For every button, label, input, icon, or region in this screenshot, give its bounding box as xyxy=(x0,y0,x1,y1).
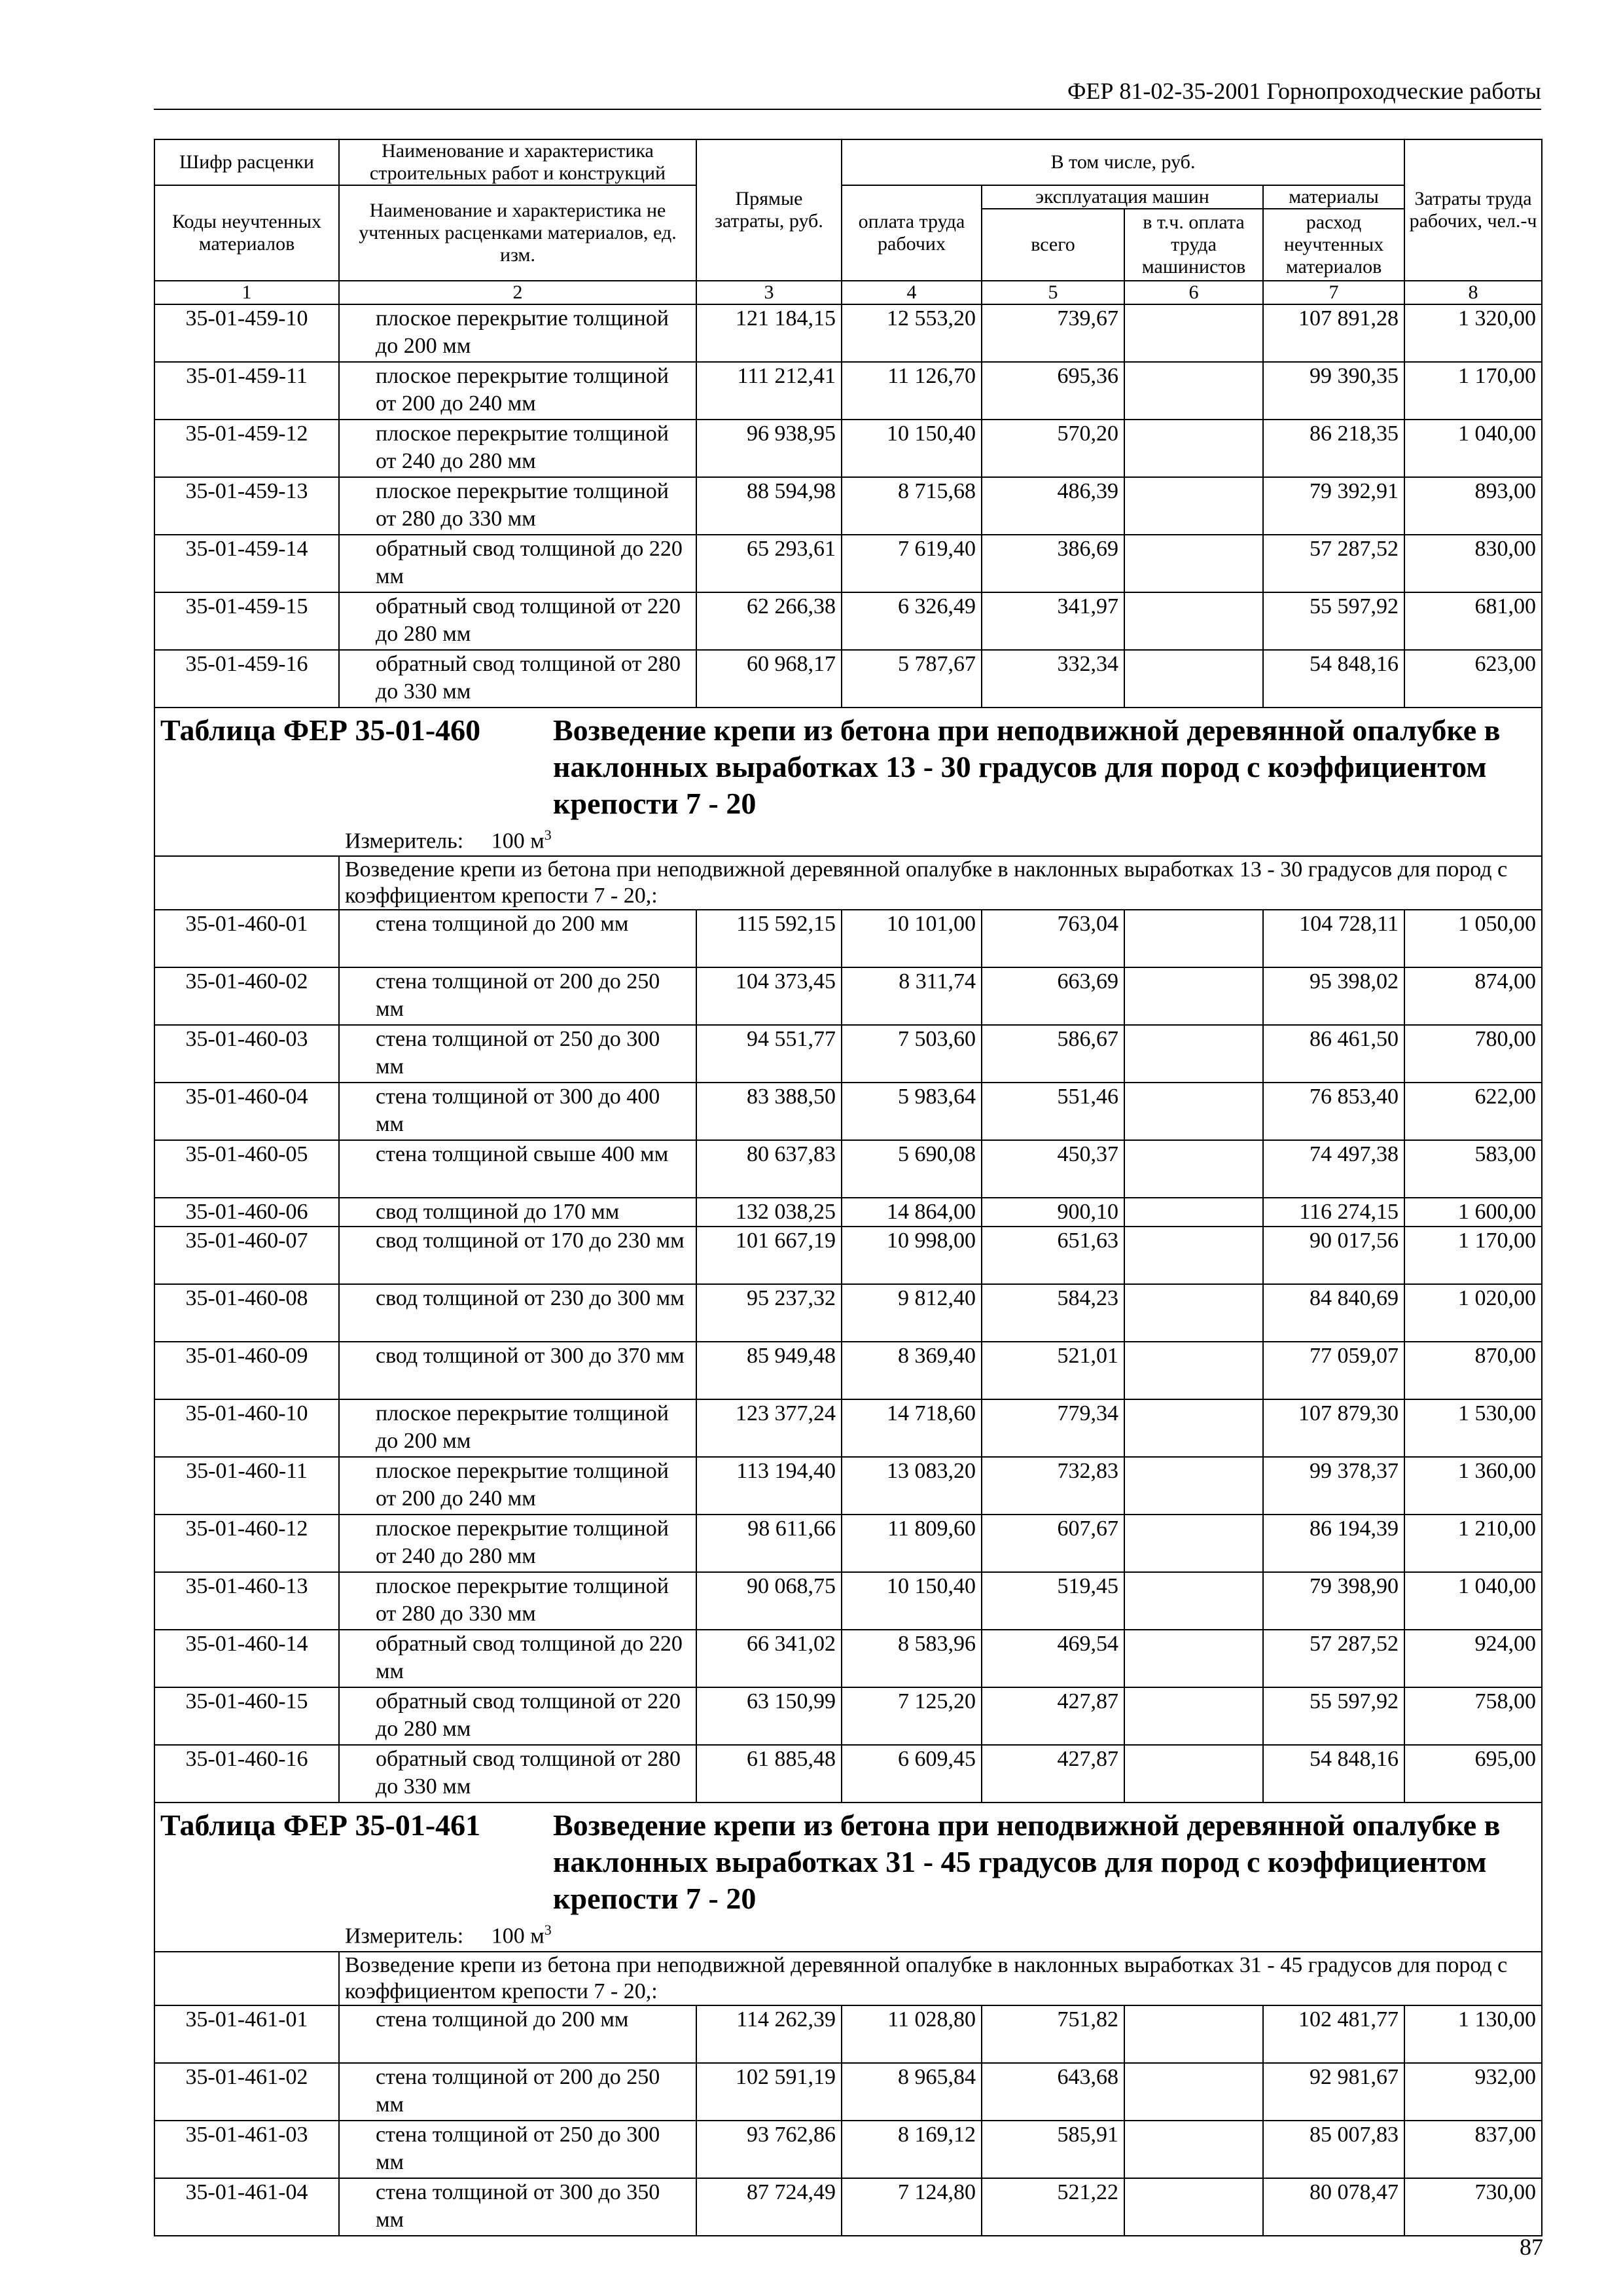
work-name-cell: стена толщиной от 200 до 250 мм xyxy=(339,2063,696,2121)
machinist-wages-cell xyxy=(1124,650,1263,708)
machinist-wages-cell xyxy=(1124,1630,1263,1687)
direct-cost-cell: 90 068,75 xyxy=(696,1572,842,1630)
col-number: 3 xyxy=(696,281,842,304)
rate-code-cell: 35-01-460-04 xyxy=(154,1083,339,1140)
labor-cost-cell: 780,00 xyxy=(1404,1025,1542,1083)
machinist-wages-cell xyxy=(1124,1572,1263,1630)
table-title-cell xyxy=(154,1803,1542,1917)
col-number: 6 xyxy=(1124,281,1263,304)
work-name-cell: стена толщиной от 300 до 350 мм xyxy=(339,2178,696,2236)
table-row xyxy=(154,1227,1542,1284)
measure-exponent: 3 xyxy=(544,1922,552,1939)
machinist-wages-cell xyxy=(1124,2005,1263,2063)
rate-code-cell: 35-01-459-10 xyxy=(154,304,339,362)
rate-code-cell: 35-01-461-03 xyxy=(154,2121,339,2178)
table-row xyxy=(154,2005,1542,2063)
machinist-wages-cell xyxy=(1124,2063,1263,2121)
machinist-wages-cell xyxy=(1124,1342,1263,1399)
materials-cost-cell: 57 287,52 xyxy=(1263,535,1404,592)
wages-cost-cell: 10 998,00 xyxy=(842,1227,982,1284)
materials-cost-cell: 77 059,07 xyxy=(1263,1342,1404,1399)
materials-cost-cell: 79 392,91 xyxy=(1263,477,1404,535)
rate-code-cell: 35-01-459-13 xyxy=(154,477,339,535)
machines-cost-cell: 651,63 xyxy=(982,1227,1124,1284)
machinist-wages-cell xyxy=(1124,1227,1263,1284)
machinist-wages-cell xyxy=(1124,592,1263,650)
work-name-cell: свод толщиной от 230 до 300 мм xyxy=(339,1284,696,1342)
materials-cost-cell: 86 461,50 xyxy=(1263,1025,1404,1083)
machinist-wages-cell xyxy=(1124,2178,1263,2236)
work-name-cell: стена толщиной от 300 до 400 мм xyxy=(339,1083,696,1140)
wages-cost-cell: 10 150,40 xyxy=(842,420,982,477)
machines-cost-cell: 663,69 xyxy=(982,967,1124,1025)
wages-cost-cell: 8 583,96 xyxy=(842,1630,982,1687)
table-title-cell xyxy=(154,708,1542,822)
wages-cost-cell: 11 126,70 xyxy=(842,362,982,420)
direct-cost-cell: 123 377,24 xyxy=(696,1399,842,1457)
materials-cost-cell: 85 007,83 xyxy=(1263,2121,1404,2178)
work-name-cell: плоское перекрытие толщиной до 200 мм xyxy=(339,1399,696,1457)
table-row xyxy=(154,477,1542,535)
labor-cost-cell: 1 530,00 xyxy=(1404,1399,1542,1457)
rate-code-cell: 35-01-460-07 xyxy=(154,1227,339,1284)
measure-label: Измеритель: xyxy=(345,1924,464,1948)
table-row xyxy=(154,910,1542,967)
work-name-cell: плоское перекрытие толщиной от 240 до 280 мм xyxy=(339,1515,696,1572)
work-name-cell: обратный свод толщиной от 280 до 330 мм xyxy=(339,650,696,708)
machines-cost-cell: 332,34 xyxy=(982,650,1124,708)
labor-cost-cell: 924,00 xyxy=(1404,1630,1542,1687)
direct-cost-cell: 104 373,45 xyxy=(696,967,842,1025)
col-number: 8 xyxy=(1404,281,1542,304)
materials-cost-cell: 54 848,16 xyxy=(1263,650,1404,708)
direct-cost-cell: 65 293,61 xyxy=(696,535,842,592)
col-number: 7 xyxy=(1263,281,1404,304)
rate-code-cell: 35-01-460-05 xyxy=(154,1140,339,1198)
labor-cost-cell: 695,00 xyxy=(1404,1745,1542,1803)
labor-cost-cell: 622,00 xyxy=(1404,1083,1542,1140)
wages-cost-cell: 7 124,80 xyxy=(842,2178,982,2236)
wages-cost-cell: 11 809,60 xyxy=(842,1515,982,1572)
materials-cost-cell: 86 194,39 xyxy=(1263,1515,1404,1572)
materials-cost-cell: 84 840,69 xyxy=(1263,1284,1404,1342)
machines-cost-cell: 427,87 xyxy=(982,1687,1124,1745)
machinist-wages-cell xyxy=(1124,362,1263,420)
table-code: Таблица ФЕР 35-01-460 xyxy=(160,713,481,747)
machines-cost-cell: 521,22 xyxy=(982,2178,1124,2236)
materials-cost-cell: 107 879,30 xyxy=(1263,1399,1404,1457)
rate-code-cell: 35-01-461-02 xyxy=(154,2063,339,2121)
section-text: Возведение крепи из бетона при неподвижной деревянной опалубке в наклонных выработках 13 - 30 градусов для пород с коэффициентом крепости 7 - 20,: xyxy=(339,856,1542,910)
table-row xyxy=(154,1342,1542,1399)
measure-exponent: 3 xyxy=(544,827,552,843)
labor-cost-cell: 837,00 xyxy=(1404,2121,1542,2178)
col-labor-header: Затраты труда рабочих, чел.-ч xyxy=(1404,139,1542,281)
wages-cost-cell: 14 864,00 xyxy=(842,1198,982,1227)
wages-cost-cell: 7 619,40 xyxy=(842,535,982,592)
labor-cost-cell: 1 360,00 xyxy=(1404,1457,1542,1515)
rate-code-cell: 35-01-459-15 xyxy=(154,592,339,650)
rate-code-cell: 35-01-460-01 xyxy=(154,910,339,967)
table-title xyxy=(160,1807,1536,1917)
direct-cost-cell: 93 762,86 xyxy=(696,2121,842,2178)
machines-cost-cell: 732,83 xyxy=(982,1457,1124,1515)
rate-code-cell: 35-01-461-01 xyxy=(154,2005,339,2063)
direct-cost-cell: 96 938,95 xyxy=(696,420,842,477)
wages-cost-cell: 7 503,60 xyxy=(842,1025,982,1083)
page-header xyxy=(154,72,1541,110)
labor-cost-cell: 623,00 xyxy=(1404,650,1542,708)
rate-code-cell: 35-01-460-03 xyxy=(154,1025,339,1083)
col-mach-wages-header: в т.ч. оплата труда машинистов xyxy=(1124,209,1263,281)
table-title-row xyxy=(154,708,1542,822)
labor-cost-cell: 1 130,00 xyxy=(1404,2005,1542,2063)
materials-cost-cell: 104 728,11 xyxy=(1263,910,1404,967)
col-number: 5 xyxy=(982,281,1124,304)
labor-cost-cell: 1 050,00 xyxy=(1404,910,1542,967)
table-name: Возведение крепи из бетона при неподвижной деревянной опалубке в наклонных выработках 13 - 30 градусов для пород с коэффициентом крепости 7 - 20 xyxy=(553,713,1501,820)
wages-cost-cell: 12 553,20 xyxy=(842,304,982,362)
materials-cost-cell: 57 287,52 xyxy=(1263,1630,1404,1687)
wages-cost-cell: 5 983,64 xyxy=(842,1083,982,1140)
work-name-cell: плоское перекрытие толщиной до 200 мм xyxy=(339,304,696,362)
machinist-wages-cell xyxy=(1124,535,1263,592)
rate-code-cell: 35-01-460-16 xyxy=(154,1745,339,1803)
direct-cost-cell: 88 594,98 xyxy=(696,477,842,535)
machinist-wages-cell xyxy=(1124,967,1263,1025)
materials-cost-cell: 90 017,56 xyxy=(1263,1227,1404,1284)
machines-cost-cell: 469,54 xyxy=(982,1630,1124,1687)
rate-code-cell: 35-01-461-04 xyxy=(154,2178,339,2236)
machinist-wages-cell xyxy=(1124,1457,1263,1515)
work-name-cell: обратный свод толщиной до 220 мм xyxy=(339,1630,696,1687)
rate-code-cell: 35-01-460-12 xyxy=(154,1515,339,1572)
machines-cost-cell: 521,01 xyxy=(982,1342,1124,1399)
direct-cost-cell: 87 724,49 xyxy=(696,2178,842,2236)
table-row xyxy=(154,535,1542,592)
table-title xyxy=(160,712,1536,822)
direct-cost-cell: 98 611,66 xyxy=(696,1515,842,1572)
table-row xyxy=(154,1284,1542,1342)
machinist-wages-cell xyxy=(1124,477,1263,535)
table-title-row xyxy=(154,1803,1542,1917)
direct-cost-cell: 102 591,19 xyxy=(696,2063,842,2121)
table-row xyxy=(154,1457,1542,1515)
materials-cost-cell: 55 597,92 xyxy=(1263,592,1404,650)
table-row xyxy=(154,420,1542,477)
col-machines-header: эксплуатация машин xyxy=(982,185,1263,209)
direct-cost-cell: 83 388,50 xyxy=(696,1083,842,1140)
work-name-cell: свод толщиной от 170 до 230 мм xyxy=(339,1227,696,1284)
wages-cost-cell: 6 326,49 xyxy=(842,592,982,650)
page-number: 87 xyxy=(1520,2234,1543,2260)
machinist-wages-cell xyxy=(1124,1515,1263,1572)
machines-cost-cell: 643,68 xyxy=(982,2063,1124,2121)
wages-cost-cell: 5 787,67 xyxy=(842,650,982,708)
direct-cost-cell: 132 038,25 xyxy=(696,1198,842,1227)
table-row xyxy=(154,304,1542,362)
measure-row xyxy=(154,822,1542,856)
machines-cost-cell: 751,82 xyxy=(982,2005,1124,2063)
table-row xyxy=(154,1198,1542,1227)
table-row xyxy=(154,1572,1542,1630)
machines-cost-cell: 486,39 xyxy=(982,477,1124,535)
col-direct-header: Прямые затраты, руб. xyxy=(696,139,842,281)
machinist-wages-cell xyxy=(1124,1198,1263,1227)
machines-cost-cell: 763,04 xyxy=(982,910,1124,967)
table-row xyxy=(154,1687,1542,1745)
materials-cost-cell: 79 398,90 xyxy=(1263,1572,1404,1630)
direct-cost-cell: 80 637,83 xyxy=(696,1140,842,1198)
labor-cost-cell: 1 600,00 xyxy=(1404,1198,1542,1227)
labor-cost-cell: 932,00 xyxy=(1404,2063,1542,2121)
direct-cost-cell: 61 885,48 xyxy=(696,1745,842,1803)
materials-cost-cell: 95 398,02 xyxy=(1263,967,1404,1025)
machinist-wages-cell xyxy=(1124,1284,1263,1342)
machines-cost-cell: 570,20 xyxy=(982,420,1124,477)
rate-code-cell: 35-01-460-09 xyxy=(154,1342,339,1399)
table-row xyxy=(154,2063,1542,2121)
machinist-wages-cell xyxy=(1124,910,1263,967)
work-name-cell: стена толщиной свыше 400 мм xyxy=(339,1140,696,1198)
col-number: 2 xyxy=(339,281,696,304)
machines-cost-cell: 551,46 xyxy=(982,1083,1124,1140)
table-row xyxy=(154,1745,1542,1803)
col-number: 4 xyxy=(842,281,982,304)
table-row xyxy=(154,1140,1542,1198)
labor-cost-cell: 681,00 xyxy=(1404,592,1542,650)
table-row xyxy=(154,362,1542,420)
measure-cell xyxy=(154,822,1542,856)
wages-cost-cell: 5 690,08 xyxy=(842,1140,982,1198)
section-row xyxy=(154,1952,1542,2005)
wages-cost-cell: 8 369,40 xyxy=(842,1342,982,1399)
machines-cost-cell: 450,37 xyxy=(982,1140,1124,1198)
rate-code-cell: 35-01-460-02 xyxy=(154,967,339,1025)
measure-label: Измеритель: xyxy=(345,829,464,853)
table-row xyxy=(154,592,1542,650)
rate-code-cell: 35-01-459-16 xyxy=(154,650,339,708)
labor-cost-cell: 893,00 xyxy=(1404,477,1542,535)
machines-cost-cell: 607,67 xyxy=(982,1515,1124,1572)
machines-cost-cell: 779,34 xyxy=(982,1399,1124,1457)
rate-code-cell: 35-01-460-10 xyxy=(154,1399,339,1457)
wages-cost-cell: 8 715,68 xyxy=(842,477,982,535)
machinist-wages-cell xyxy=(1124,1140,1263,1198)
labor-cost-cell: 830,00 xyxy=(1404,535,1542,592)
machinist-wages-cell xyxy=(1124,1687,1263,1745)
machines-cost-cell: 584,23 xyxy=(982,1284,1124,1342)
machines-cost-cell: 585,91 xyxy=(982,2121,1124,2178)
wages-cost-cell: 13 083,20 xyxy=(842,1457,982,1515)
direct-cost-cell: 60 968,17 xyxy=(696,650,842,708)
wages-cost-cell: 6 609,45 xyxy=(842,1745,982,1803)
document-title: ФЕР 81-02-35-2001 Горнопроходческие работы xyxy=(1067,78,1541,104)
wages-cost-cell: 11 028,80 xyxy=(842,2005,982,2063)
direct-cost-cell: 113 194,40 xyxy=(696,1457,842,1515)
direct-cost-cell: 121 184,15 xyxy=(696,304,842,362)
machinist-wages-cell xyxy=(1124,1745,1263,1803)
materials-cost-cell: 74 497,38 xyxy=(1263,1140,1404,1198)
work-name-cell: свод толщиной до 170 мм xyxy=(339,1198,696,1227)
wages-cost-cell: 10 101,00 xyxy=(842,910,982,967)
labor-cost-cell: 1 040,00 xyxy=(1404,1572,1542,1630)
table-row xyxy=(154,967,1542,1025)
labor-cost-cell: 870,00 xyxy=(1404,1342,1542,1399)
labor-cost-cell: 1 170,00 xyxy=(1404,362,1542,420)
wages-cost-cell: 14 718,60 xyxy=(842,1399,982,1457)
materials-cost-cell: 99 378,37 xyxy=(1263,1457,1404,1515)
machines-cost-cell: 586,67 xyxy=(982,1025,1124,1083)
work-name-cell: плоское перекрытие толщиной от 280 до 330 мм xyxy=(339,1572,696,1630)
materials-cost-cell: 92 981,67 xyxy=(1263,2063,1404,2121)
col-code-header: Шифр расценки xyxy=(154,139,339,185)
machines-cost-cell: 739,67 xyxy=(982,304,1124,362)
measure-row xyxy=(154,1917,1542,1951)
machinist-wages-cell xyxy=(1124,420,1263,477)
col-name-sub-header: Наименование и характеристика не учтенных расценками материалов, ед. изм. xyxy=(339,185,696,281)
machinist-wages-cell xyxy=(1124,1399,1263,1457)
work-name-cell: обратный свод толщиной от 280 до 330 мм xyxy=(339,1745,696,1803)
materials-cost-cell: 76 853,40 xyxy=(1263,1083,1404,1140)
direct-cost-cell: 115 592,15 xyxy=(696,910,842,967)
wages-cost-cell: 8 311,74 xyxy=(842,967,982,1025)
table-row xyxy=(154,1630,1542,1687)
measure-cell xyxy=(154,1917,1542,1951)
machines-cost-cell: 900,10 xyxy=(982,1198,1124,1227)
machines-cost-cell: 427,87 xyxy=(982,1745,1124,1803)
work-name-cell: стена толщиной до 200 мм xyxy=(339,2005,696,2063)
labor-cost-cell: 1 020,00 xyxy=(1404,1284,1542,1342)
materials-cost-cell: 55 597,92 xyxy=(1263,1687,1404,1745)
work-name-cell: плоское перекрытие толщиной от 200 до 240 мм xyxy=(339,1457,696,1515)
work-name-cell: обратный свод толщиной до 220 мм xyxy=(339,535,696,592)
materials-cost-cell: 107 891,28 xyxy=(1263,304,1404,362)
direct-cost-cell: 95 237,32 xyxy=(696,1284,842,1342)
machinist-wages-cell xyxy=(1124,1083,1263,1140)
section-code-cell xyxy=(154,1952,339,2005)
machines-cost-cell: 519,45 xyxy=(982,1572,1124,1630)
direct-cost-cell: 94 551,77 xyxy=(696,1025,842,1083)
section-text: Возведение крепи из бетона при неподвижной деревянной опалубке в наклонных выработках 31 - 45 градусов для пород с коэффициентом крепости 7 - 20,: xyxy=(339,1952,1542,2005)
col-materials-header: материалы xyxy=(1263,185,1404,209)
materials-cost-cell: 102 481,77 xyxy=(1263,2005,1404,2063)
direct-cost-cell: 62 266,38 xyxy=(696,592,842,650)
direct-cost-cell: 111 212,41 xyxy=(696,362,842,420)
col-mach-total-header: всего xyxy=(982,209,1124,281)
col-wages-header: оплата труда рабочих xyxy=(842,185,982,281)
measure-value: 100 м xyxy=(491,1924,544,1948)
machinist-wages-cell xyxy=(1124,304,1263,362)
table-row xyxy=(154,1515,1542,1572)
materials-cost-cell: 99 390,35 xyxy=(1263,362,1404,420)
wages-cost-cell: 7 125,20 xyxy=(842,1687,982,1745)
labor-cost-cell: 758,00 xyxy=(1404,1687,1542,1745)
rate-code-cell: 35-01-460-13 xyxy=(154,1572,339,1630)
machines-cost-cell: 695,36 xyxy=(982,362,1124,420)
work-name-cell: обратный свод толщиной от 220 до 280 мм xyxy=(339,592,696,650)
section-row xyxy=(154,856,1542,910)
direct-cost-cell: 101 667,19 xyxy=(696,1227,842,1284)
labor-cost-cell: 1 170,00 xyxy=(1404,1227,1542,1284)
materials-cost-cell: 80 078,47 xyxy=(1263,2178,1404,2236)
labor-cost-cell: 583,00 xyxy=(1404,1140,1542,1198)
labor-cost-cell: 1 040,00 xyxy=(1404,420,1542,477)
machines-cost-cell: 386,69 xyxy=(982,535,1124,592)
wages-cost-cell: 8 169,12 xyxy=(842,2121,982,2178)
price-table xyxy=(154,139,1543,2236)
labor-cost-cell: 1 210,00 xyxy=(1404,1515,1542,1572)
work-name-cell: свод толщиной от 300 до 370 мм xyxy=(339,1342,696,1399)
work-name-cell: плоское перекрытие толщиной от 280 до 330 мм xyxy=(339,477,696,535)
work-name-cell: плоское перекрытие толщиной от 240 до 280 мм xyxy=(339,420,696,477)
work-name-cell: стена толщиной от 200 до 250 мм xyxy=(339,967,696,1025)
table-row xyxy=(154,1399,1542,1457)
work-name-cell: стена толщиной от 250 до 300 мм xyxy=(339,2121,696,2178)
col-incl-header: В том числе, руб. xyxy=(842,139,1404,185)
rate-code-cell: 35-01-460-11 xyxy=(154,1457,339,1515)
rate-code-cell: 35-01-460-15 xyxy=(154,1687,339,1745)
rate-code-cell: 35-01-459-14 xyxy=(154,535,339,592)
col-materials-sub-header: расход неучтенных материалов xyxy=(1263,209,1404,281)
direct-cost-cell: 66 341,02 xyxy=(696,1630,842,1687)
wages-cost-cell: 8 965,84 xyxy=(842,2063,982,2121)
col-code-sub-header: Коды неучтенных материалов xyxy=(154,185,339,281)
labor-cost-cell: 730,00 xyxy=(1404,2178,1542,2236)
table-name: Возведение крепи из бетона при неподвижной деревянной опалубке в наклонных выработках 31 - 45 градусов для пород с коэффициентом крепости 7 - 20 xyxy=(553,1808,1501,1916)
labor-cost-cell: 1 320,00 xyxy=(1404,304,1542,362)
work-name-cell: обратный свод толщиной от 220 до 280 мм xyxy=(339,1687,696,1745)
materials-cost-cell: 54 848,16 xyxy=(1263,1745,1404,1803)
machinist-wages-cell xyxy=(1124,1025,1263,1083)
wages-cost-cell: 9 812,40 xyxy=(842,1284,982,1342)
work-name-cell: стена толщиной от 250 до 300 мм xyxy=(339,1025,696,1083)
rate-code-cell: 35-01-459-11 xyxy=(154,362,339,420)
machines-cost-cell: 341,97 xyxy=(982,592,1124,650)
materials-cost-cell: 86 218,35 xyxy=(1263,420,1404,477)
rate-code-cell: 35-01-459-12 xyxy=(154,420,339,477)
section-code-cell xyxy=(154,856,339,910)
wages-cost-cell: 10 150,40 xyxy=(842,1572,982,1630)
table-row xyxy=(154,2178,1542,2236)
table-row xyxy=(154,1083,1542,1140)
machinist-wages-cell xyxy=(1124,2121,1263,2178)
table-row xyxy=(154,2121,1542,2178)
rate-code-cell: 35-01-460-14 xyxy=(154,1630,339,1687)
table-code: Таблица ФЕР 35-01-461 xyxy=(160,1808,481,1842)
direct-cost-cell: 63 150,99 xyxy=(696,1687,842,1745)
table-row xyxy=(154,1025,1542,1083)
rate-code-cell: 35-01-460-08 xyxy=(154,1284,339,1342)
work-name-cell: плоское перекрытие толщиной от 200 до 240 мм xyxy=(339,362,696,420)
measure-value: 100 м xyxy=(491,829,544,853)
rate-code-cell: 35-01-460-06 xyxy=(154,1198,339,1227)
col-number: 1 xyxy=(154,281,339,304)
table-row xyxy=(154,650,1542,708)
direct-cost-cell: 114 262,39 xyxy=(696,2005,842,2063)
materials-cost-cell: 116 274,15 xyxy=(1263,1198,1404,1227)
col-name-header: Наименование и характеристика строительных работ и конструкций xyxy=(339,139,696,185)
direct-cost-cell: 85 949,48 xyxy=(696,1342,842,1399)
work-name-cell: стена толщиной до 200 мм xyxy=(339,910,696,967)
labor-cost-cell: 874,00 xyxy=(1404,967,1542,1025)
